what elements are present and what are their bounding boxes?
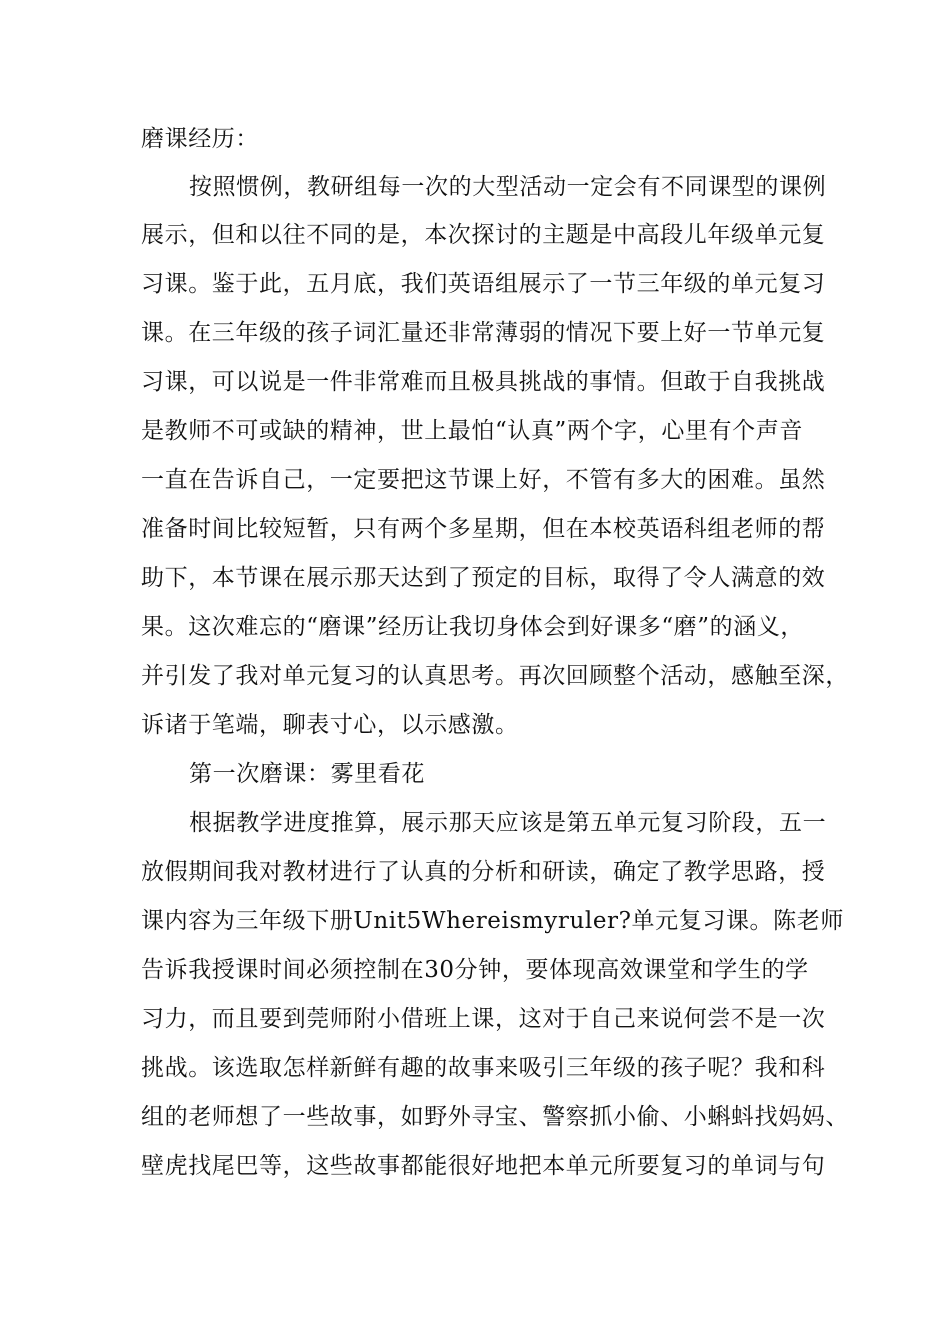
paragraph-line: 助下，本节课在展示那天达到了预定的目标，取得了令人满意的效 <box>141 565 826 591</box>
paragraph-line: 诉诸于笔端，聊表寸心，以示感激。 <box>141 712 519 738</box>
paragraph-line: 展示，但和以往不同的是，本次探讨的主题是中高段儿年级单元复 <box>141 222 826 248</box>
paragraph-line: 组的老师想了一些故事，如野外寻宝、警察抓小偷、小蝌蚪找妈妈、 <box>141 1104 849 1130</box>
paragraph-line: 果。这次难忘的“磨课”经历让我切身体会到好课多“磨”的涵义， <box>141 614 805 640</box>
paragraph-line: 习课。鉴于此，五月底，我们英语组展示了一节三年级的单元复习 <box>141 271 826 297</box>
paragraph-line: 挑战。该选取怎样新鲜有趣的故事来吸引三年级的孩子呢？我和科 <box>141 1055 826 1081</box>
paragraph-line: 放假期间我对教材进行了认真的分析和研读，确定了教学思路，授 <box>141 859 826 885</box>
paragraph-line: 课内容为三年级下册Unit5Whereismyruler?单元复习课。陈老师 <box>141 908 844 934</box>
paragraph-line: 习力，而且要到莞师附小借班上课，这对于自己来说何尝不是一次 <box>141 1006 826 1032</box>
paragraph-line: 习课，可以说是一件非常难而且极具挑战的事情。但敢于自我挑战 <box>141 369 826 395</box>
paragraph-line: 课。在三年级的孩子词汇量还非常薄弱的情况下要上好一节单元复 <box>141 320 826 346</box>
paragraph-line: 壁虎找尾巴等，这些故事都能很好地把本单元所要复习的单词与句 <box>141 1153 826 1179</box>
paragraph-line: 并引发了我对单元复习的认真思考。再次回顾整个活动，感触至深， <box>141 663 849 689</box>
paragraph-line: 是教师不可或缺的精神，世上最怕“认真”两个字，心里有个声音 <box>141 418 803 444</box>
paragraph-line: 一直在告诉自己，一定要把这节课上好，不管有多大的困难。虽然 <box>141 467 826 493</box>
subsection-heading: 第一次磨课：雾里看花 <box>189 761 425 787</box>
paragraph-line: 告诉我授课时间必须控制在30分钟，要体现高效课堂和学生的学 <box>141 957 809 983</box>
section-heading: 磨课经历： <box>141 126 259 152</box>
paragraph-line: 根据教学进度推算，展示那天应该是第五单元复习阶段，五一 <box>189 810 827 836</box>
paragraph-line: 按照惯例，教研组每一次的大型活动一定会有不同课型的课例 <box>189 174 827 200</box>
paragraph-line: 准备时间比较短暂，只有两个多星期，但在本校英语科组老师的帮 <box>141 516 826 542</box>
